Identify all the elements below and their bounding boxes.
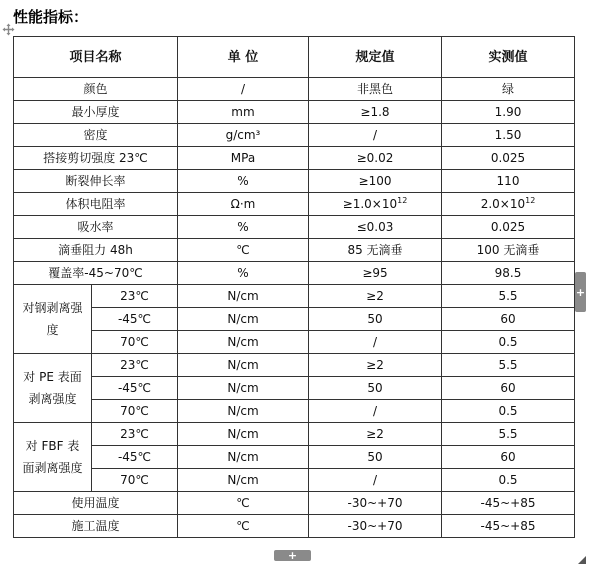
row-measured-cell[interactable]: 0.025 bbox=[442, 216, 575, 239]
row-temp-cell[interactable]: 70℃ bbox=[92, 469, 178, 492]
row-temp-cell[interactable]: -45℃ bbox=[92, 308, 178, 331]
row-name-cell[interactable]: 使用温度 bbox=[14, 492, 178, 515]
row-unit-cell[interactable]: / bbox=[178, 78, 309, 101]
row-spec-cell[interactable]: 50 bbox=[309, 308, 442, 331]
row-unit-cell[interactable]: N/cm bbox=[178, 285, 309, 308]
header-measured-value[interactable]: 实测值 bbox=[442, 37, 575, 78]
row-spec-cell[interactable]: 非黑色 bbox=[309, 78, 442, 101]
row-temp-cell[interactable]: -45℃ bbox=[92, 446, 178, 469]
row-unit-cell[interactable]: ℃ bbox=[178, 515, 309, 538]
row-spec-cell[interactable]: ≥2 bbox=[309, 285, 442, 308]
table-row bbox=[14, 239, 575, 262]
row-measured-cell[interactable] bbox=[442, 193, 575, 216]
table-row bbox=[14, 78, 575, 101]
row-unit-cell[interactable]: mm bbox=[178, 101, 309, 124]
row-unit-cell[interactable]: % bbox=[178, 170, 309, 193]
row-name-cell[interactable]: 密度 bbox=[14, 124, 178, 147]
row-spec-cell[interactable] bbox=[309, 193, 442, 216]
plus-icon: + bbox=[575, 285, 586, 299]
measured-base-text: 2.0×10 bbox=[480, 196, 526, 211]
row-measured-cell[interactable]: 5.5 bbox=[442, 423, 575, 446]
measured-exponent: 12 bbox=[525, 195, 536, 205]
spec-exponent: 12 bbox=[397, 195, 408, 205]
row-name-cell[interactable]: 搭接剪切强度 23℃ bbox=[14, 147, 178, 170]
table-row bbox=[14, 124, 575, 147]
row-measured-cell[interactable]: 5.5 bbox=[442, 285, 575, 308]
row-measured-cell[interactable]: 60 bbox=[442, 446, 575, 469]
row-name-cell[interactable]: 体积电阻率 bbox=[14, 193, 178, 216]
row-temp-cell[interactable]: 23℃ bbox=[92, 423, 178, 446]
table-move-handle[interactable] bbox=[1, 22, 16, 37]
table-resize-handle[interactable] bbox=[577, 550, 587, 560]
row-spec-cell[interactable]: ≥100 bbox=[309, 170, 442, 193]
row-unit-cell[interactable]: Ω·m bbox=[178, 193, 309, 216]
row-measured-cell[interactable]: 1.90 bbox=[442, 101, 575, 124]
performance-table bbox=[13, 36, 575, 538]
row-unit-cell[interactable]: N/cm bbox=[178, 423, 309, 446]
row-unit-cell[interactable]: N/cm bbox=[178, 354, 309, 377]
table-row bbox=[14, 400, 575, 423]
row-spec-cell[interactable]: -30~+70 bbox=[309, 515, 442, 538]
add-column-button[interactable] bbox=[575, 272, 586, 312]
table-row bbox=[14, 216, 575, 239]
row-spec-cell[interactable]: / bbox=[309, 469, 442, 492]
row-name-cell[interactable]: 吸水率 bbox=[14, 216, 178, 239]
row-temp-cell[interactable]: 23℃ bbox=[92, 285, 178, 308]
row-measured-cell[interactable]: 110 bbox=[442, 170, 575, 193]
row-spec-cell[interactable]: 85 无滴垂 bbox=[309, 239, 442, 262]
row-measured-cell[interactable]: -45~+85 bbox=[442, 515, 575, 538]
row-spec-cell[interactable]: / bbox=[309, 400, 442, 423]
row-temp-cell[interactable]: -45℃ bbox=[92, 377, 178, 400]
row-unit-cell[interactable]: N/cm bbox=[178, 377, 309, 400]
table-row bbox=[14, 492, 575, 515]
row-measured-cell[interactable]: 1.50 bbox=[442, 124, 575, 147]
table-row bbox=[14, 262, 575, 285]
table-row bbox=[14, 469, 575, 492]
row-unit-cell[interactable]: N/cm bbox=[178, 400, 309, 423]
row-unit-cell[interactable]: ℃ bbox=[178, 239, 309, 262]
row-measured-cell[interactable]: 100 无滴垂 bbox=[442, 239, 575, 262]
row-unit-cell[interactable]: % bbox=[178, 216, 309, 239]
table-row bbox=[14, 515, 575, 538]
row-unit-cell[interactable]: N/cm bbox=[178, 446, 309, 469]
table-row bbox=[14, 377, 575, 400]
table-row bbox=[14, 101, 575, 124]
row-measured-cell[interactable]: 5.5 bbox=[442, 354, 575, 377]
row-measured-cell[interactable]: 98.5 bbox=[442, 262, 575, 285]
table-row bbox=[14, 423, 575, 446]
row-temp-cell[interactable]: 70℃ bbox=[92, 331, 178, 354]
header-spec-value[interactable]: 规定值 bbox=[309, 37, 442, 78]
row-unit-cell[interactable]: N/cm bbox=[178, 469, 309, 492]
row-name-cell[interactable]: 颜色 bbox=[14, 78, 178, 101]
page-title: 性能指标： bbox=[13, 8, 89, 26]
table-row bbox=[14, 308, 575, 331]
row-unit-cell[interactable]: g/cm³ bbox=[178, 124, 309, 147]
row-unit-cell[interactable]: ℃ bbox=[178, 492, 309, 515]
row-unit-cell[interactable]: MPa bbox=[178, 147, 309, 170]
row-spec-cell[interactable]: ≥95 bbox=[309, 262, 442, 285]
row-measured-cell[interactable]: 0.025 bbox=[442, 147, 575, 170]
header-item-name[interactable]: 项目名称 bbox=[14, 37, 178, 78]
row-temp-cell[interactable]: 23℃ bbox=[92, 354, 178, 377]
table-row bbox=[14, 446, 575, 469]
row-spec-cell[interactable]: -30~+70 bbox=[309, 492, 442, 515]
table-row bbox=[14, 193, 575, 216]
row-name-cell[interactable]: 滴垂阻力 48h bbox=[14, 239, 178, 262]
row-measured-cell[interactable]: 绿 bbox=[442, 78, 575, 101]
plus-icon: + bbox=[287, 549, 298, 562]
row-unit-cell[interactable]: N/cm bbox=[178, 331, 309, 354]
row-measured-cell[interactable]: 0.5 bbox=[442, 331, 575, 354]
row-spec-cell[interactable]: 50 bbox=[309, 377, 442, 400]
row-measured-cell[interactable]: 60 bbox=[442, 377, 575, 400]
row-spec-cell[interactable]: ≥0.02 bbox=[309, 147, 442, 170]
row-name-cell[interactable]: 覆盖率-45~70℃ bbox=[14, 262, 178, 285]
table-row bbox=[14, 354, 575, 377]
row-measured-cell[interactable]: 0.5 bbox=[442, 469, 575, 492]
group-label-cell[interactable]: 对 PE 表面剥离强度 bbox=[14, 354, 92, 423]
row-spec-cell[interactable]: ≥1.8 bbox=[309, 101, 442, 124]
add-row-button[interactable] bbox=[274, 550, 311, 561]
group-label-cell[interactable]: 对钢剥离强度 bbox=[14, 285, 92, 354]
row-temp-cell[interactable]: 70℃ bbox=[92, 400, 178, 423]
row-measured-cell[interactable]: 0.5 bbox=[442, 400, 575, 423]
table-row bbox=[14, 147, 575, 170]
group-label-cell[interactable]: 对 FBF 表面剥离强度 bbox=[14, 423, 92, 492]
row-name-cell[interactable]: 施工温度 bbox=[14, 515, 178, 538]
row-measured-cell[interactable]: 60 bbox=[442, 308, 575, 331]
table-row bbox=[14, 170, 575, 193]
row-name-cell[interactable]: 断裂伸长率 bbox=[14, 170, 178, 193]
row-spec-cell[interactable]: 50 bbox=[309, 446, 442, 469]
row-unit-cell[interactable]: N/cm bbox=[178, 308, 309, 331]
row-spec-cell[interactable]: ≤0.03 bbox=[309, 216, 442, 239]
spec-base-text: ≥1.0×10 bbox=[342, 196, 398, 211]
row-spec-cell[interactable]: ≥2 bbox=[309, 354, 442, 377]
row-unit-cell[interactable]: % bbox=[178, 262, 309, 285]
row-measured-cell[interactable]: -45~+85 bbox=[442, 492, 575, 515]
table-header-row bbox=[14, 37, 575, 78]
row-spec-cell[interactable]: / bbox=[309, 331, 442, 354]
header-unit[interactable]: 单 位 bbox=[178, 37, 309, 78]
row-name-cell[interactable]: 最小厚度 bbox=[14, 101, 178, 124]
row-spec-cell[interactable]: ≥2 bbox=[309, 423, 442, 446]
table-row bbox=[14, 331, 575, 354]
row-spec-cell[interactable]: / bbox=[309, 124, 442, 147]
table-row bbox=[14, 285, 575, 308]
move-icon bbox=[2, 23, 15, 36]
